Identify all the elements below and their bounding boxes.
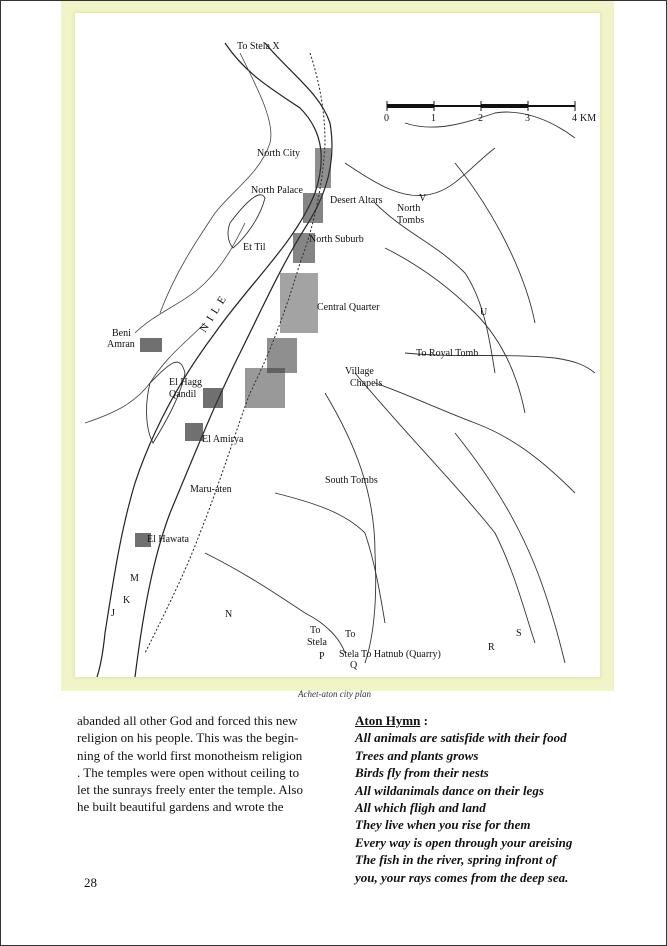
map-label: Qandil — [169, 389, 197, 400]
map-label: Village — [345, 366, 374, 377]
map-label: Beni — [112, 328, 131, 339]
map-label: El Hawata — [147, 534, 189, 545]
map-label: K — [123, 595, 131, 606]
map-label: North Suburb — [309, 234, 364, 245]
map-label: South Tombs — [325, 475, 378, 486]
map-label: Maru-aten — [190, 484, 232, 495]
hymn-line: Every way is open through your areising — [355, 834, 573, 850]
hymn-line: All wildanimals dance on their legs — [355, 782, 544, 798]
nile-east-bank — [135, 43, 332, 677]
map-label: J — [111, 608, 115, 619]
island — [228, 195, 265, 248]
map-label: Et Til — [243, 242, 266, 253]
royal-road — [145, 53, 325, 653]
hymn-line: They live when you rise for them — [355, 817, 531, 833]
hymn-line: Trees and plants grows — [355, 747, 479, 763]
map-label: To Hatnub (Quarry) — [361, 649, 441, 660]
map-label: To — [310, 625, 321, 636]
hymn-title-text: Aton Hymn — [355, 713, 421, 728]
scale-tick: 1 — [431, 113, 436, 124]
scale-tick: 0 — [384, 113, 389, 124]
scale-bar — [384, 101, 596, 124]
city-map — [75, 13, 600, 677]
body-text-left — [77, 712, 331, 816]
map-label: North — [397, 203, 421, 214]
map-label: Stela — [339, 649, 359, 660]
scale-tick: 4 — [572, 113, 577, 124]
map-label: Central Quarter — [317, 302, 380, 313]
page-number: 28 — [84, 875, 97, 890]
body-line: ning of the world first monotheism religion — [77, 747, 303, 763]
hymn-line: Birds fly from their nests — [355, 765, 489, 781]
map-label: V — [419, 193, 427, 204]
map-label: Amran — [107, 339, 135, 350]
map-label: N — [225, 609, 233, 620]
map-label: Chapels — [350, 378, 383, 389]
map-label: P — [319, 651, 325, 662]
map-label: R — [488, 642, 495, 653]
map-label: North Palace — [251, 185, 303, 196]
scale-tick: 2 — [478, 113, 483, 124]
hymn-line: All animals are satisfide with their food — [355, 730, 567, 746]
scale-unit: KM — [580, 113, 597, 124]
hymn-title-suffix: : — [420, 713, 428, 728]
hymn-line: you, your rays comes from the deep sea. — [355, 869, 569, 885]
city-map-drawing — [75, 13, 600, 677]
map-label: To Royal Tomb — [416, 348, 479, 359]
map-label: Desert Altars — [330, 195, 383, 206]
river-channel — [160, 53, 271, 313]
city-settlements — [135, 148, 331, 547]
map-label: Q — [350, 660, 358, 671]
map-label: Tombs — [397, 215, 425, 226]
map-label: To Stela X — [237, 41, 280, 52]
map-label: S — [516, 628, 522, 639]
map-label: El Hagg — [169, 377, 203, 388]
map-label: El Amirya — [202, 434, 244, 445]
body-line: abanded all other God and forced this new — [77, 713, 298, 728]
hymn-line: All which fligh and land — [355, 800, 486, 816]
map-label: NILE — [197, 290, 232, 335]
body-line: he built beautiful gardens and wrote the — [77, 799, 284, 815]
map-label: M — [130, 573, 139, 584]
scale-tick: 3 — [525, 113, 530, 124]
map-frame — [61, 1, 614, 691]
map-label: U — [480, 307, 488, 318]
island — [147, 362, 185, 443]
hymn-column — [355, 712, 600, 886]
hymn-line: The fish in the river, spring infront of — [355, 852, 557, 868]
map-label: To — [345, 629, 356, 640]
body-line: . The temples were open without ceiling to — [77, 764, 300, 780]
body-line: religion on his people. This was the begin- — [77, 730, 299, 746]
map-label: North City — [257, 148, 301, 159]
map-caption: Achet-aton city plan — [298, 689, 371, 699]
hymn-title — [355, 712, 600, 729]
map-label: Stela — [307, 637, 327, 648]
body-line: let the sunrays freely enter the temple. Also — [77, 782, 303, 798]
